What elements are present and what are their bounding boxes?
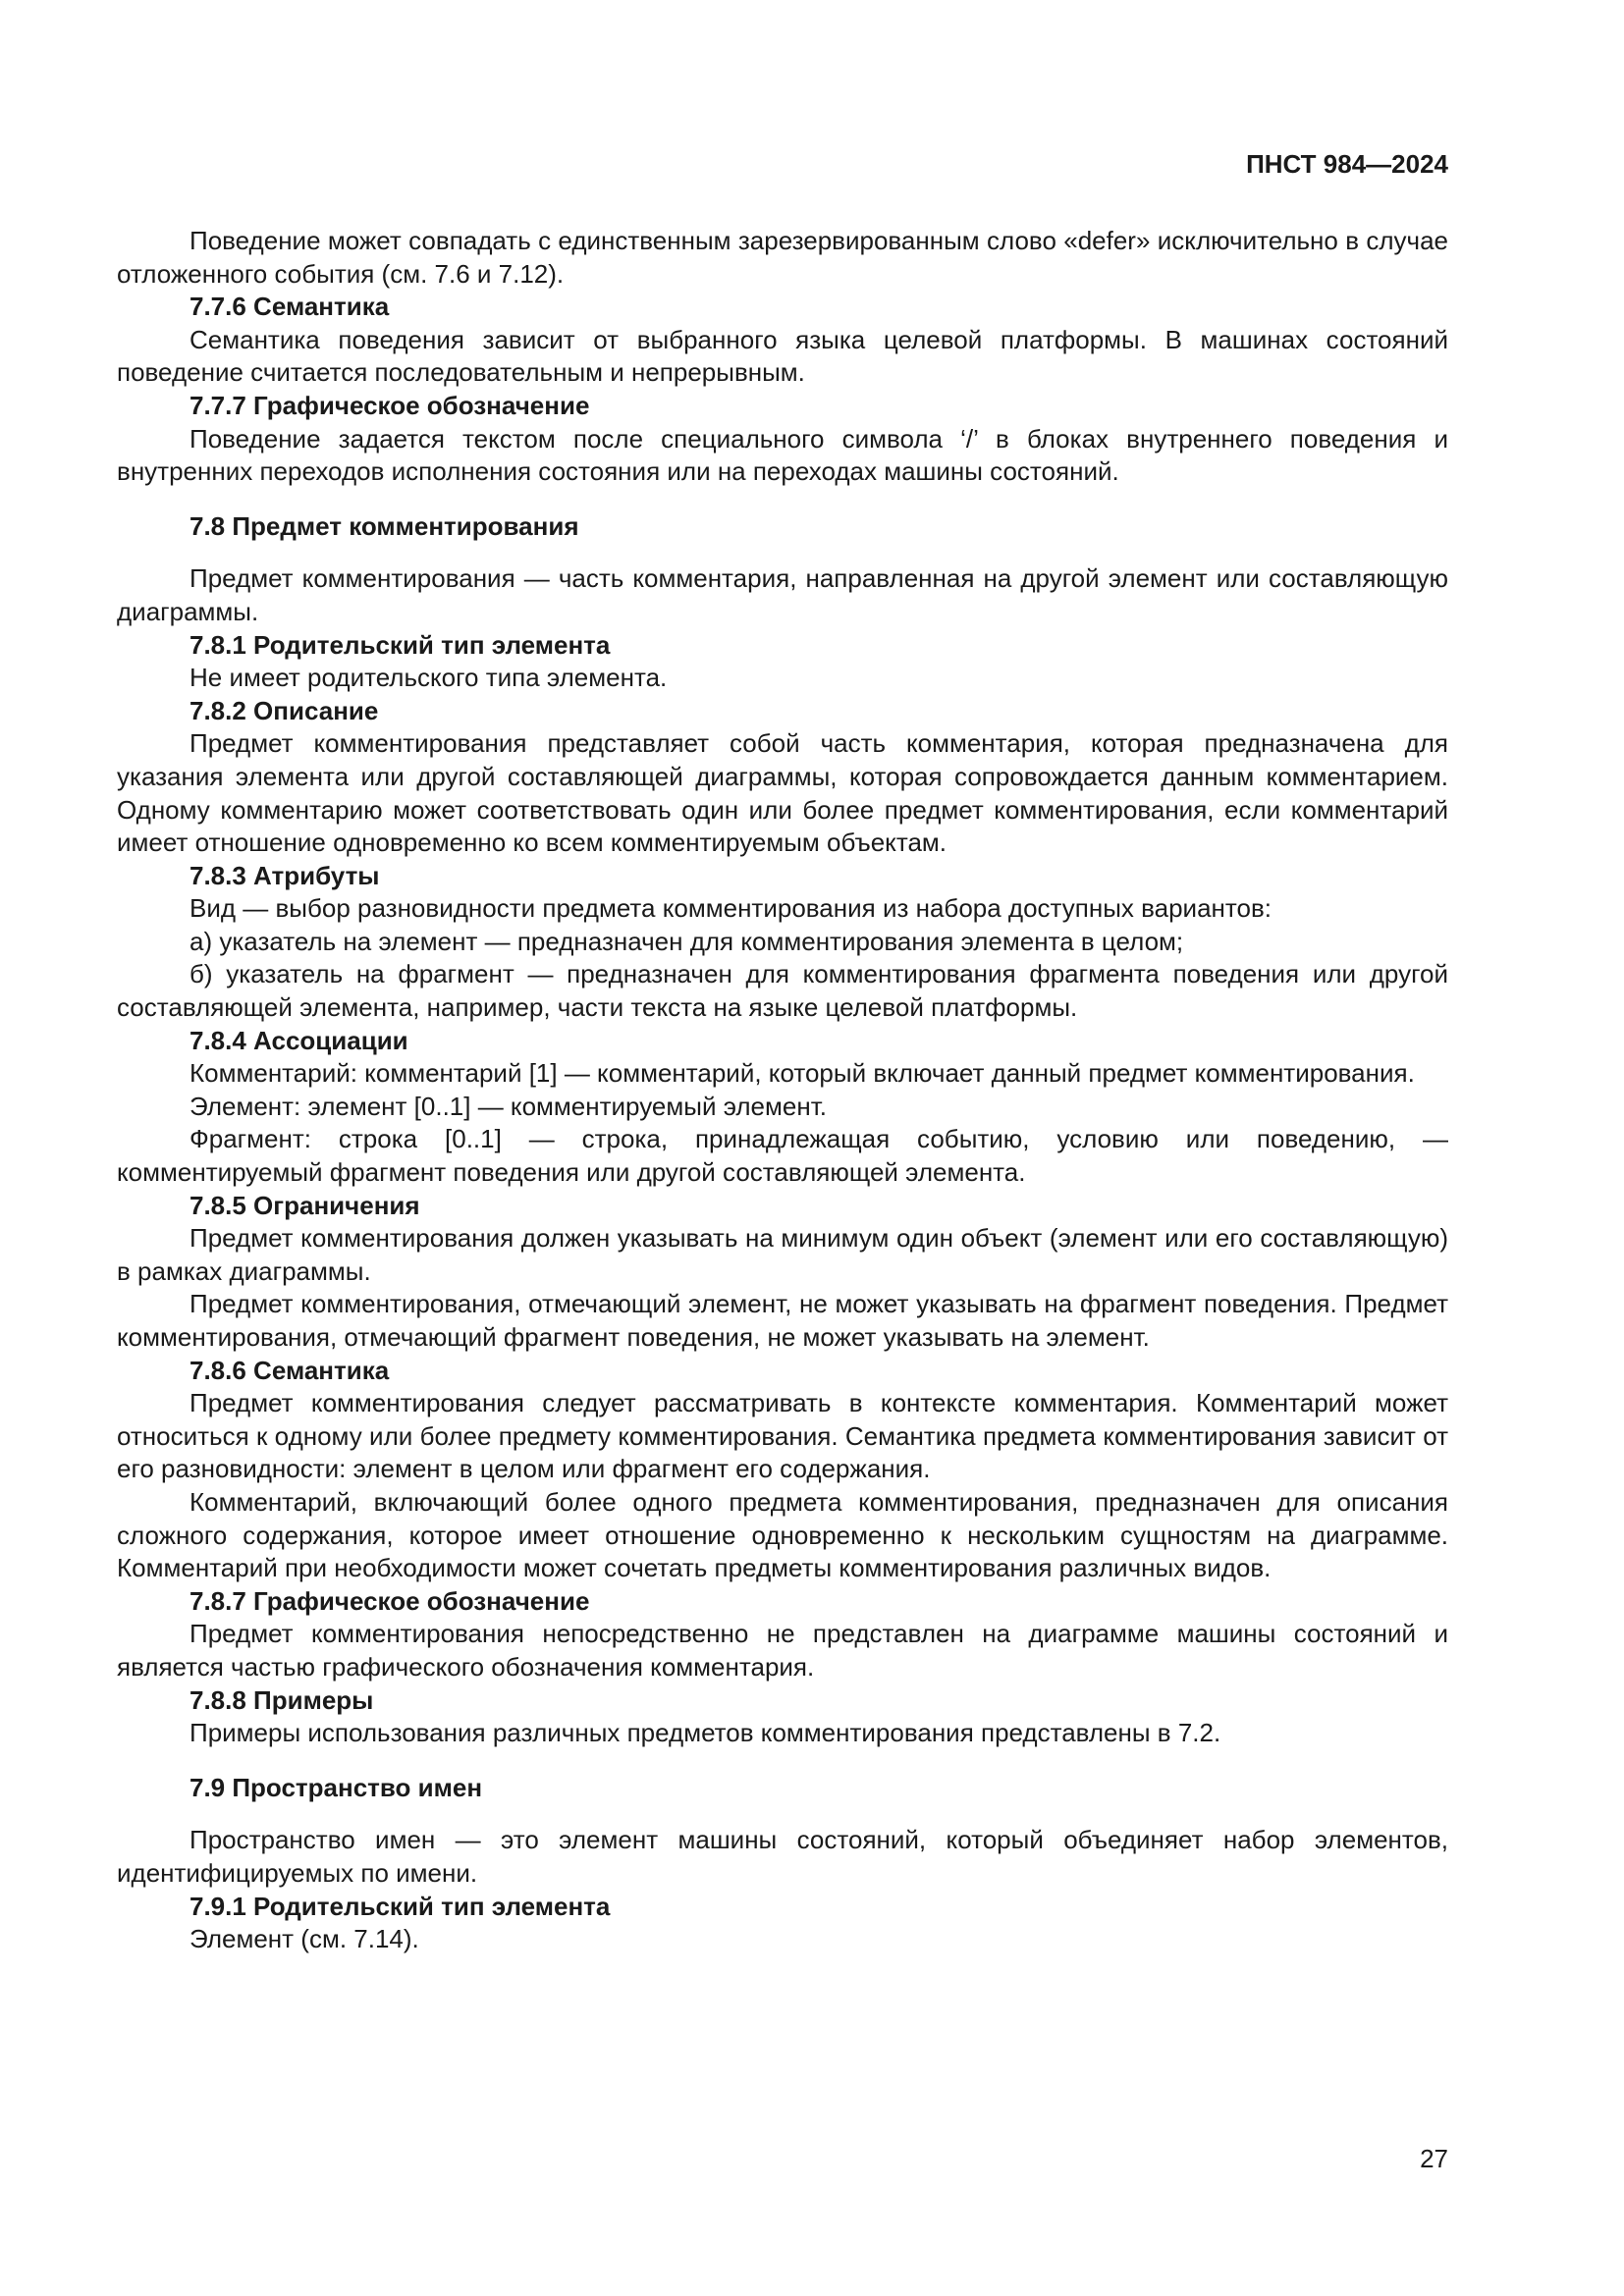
page-number: 27 <box>1420 2144 1448 2173</box>
section-heading: 7.8.2 Описание <box>189 695 379 725</box>
list-item: а) указатель на элемент — предназначен для комментирования элемента в целом; <box>189 926 1184 956</box>
section-heading: 7.8.1 Родительский тип элемента <box>189 629 611 660</box>
paragraph: Предмет комментирования представляет собой часть комментария, которая предназначена для указания элемента или другой составляющей диаграммы, которая сопровождается данным комментарием. Одному комментарию может соответствовать один или более предмет комментирования, если комментарий имеет отношение одновременно ко всем комментируемым объектам. <box>117 728 1448 858</box>
paragraph: Предмет комментирования, отмечающий элемент, не может указывать на фрагмент поведения. Предмет комментирования, отмечающий фрагмент поведения, не может указывать на элемент. <box>117 1289 1448 1352</box>
paragraph: Предмет комментирования должен указывать на минимум один объект (элемент или его составляющую) в рамках диаграммы. <box>117 1223 1448 1286</box>
paragraph: Примеры использования различных предметов комментирования представлены в 7.2. <box>189 1718 1221 1748</box>
paragraph: Предмет комментирования непосредственно не представлен на диаграмме машины состояний и является частью графического обозначения комментария. <box>117 1619 1448 1682</box>
paragraph: Поведение задается текстом после специального символа ‘/’ в блоках внутреннего поведения и внутренних переходов исполнения состояния или на переходах машины состояний. <box>117 423 1448 487</box>
document-body <box>117 225 1448 1956</box>
paragraph: Вид — выбор разновидности предмета комментирования из набора доступных вариантов: <box>189 893 1272 924</box>
paragraph: Комментарий, включающий более одного предмета комментирования, предназначен для описания сложного содержания, которое имеет отношение одновременно к нескольким сущностям на диаграмме. Комментарий при необходимости может сочетать предметы комментирования различных видов. <box>117 1486 1448 1583</box>
section-heading: 7.9 Пространство имен <box>189 1772 483 1802</box>
section-heading: 7.8.3 Атрибуты <box>189 860 380 890</box>
paragraph: Поведение может совпадать с единственным зарезервированным слово «defer» исключительно в случае отложенного события (см. 7.6 и 7.12). <box>117 226 1448 289</box>
section-heading: 7.9.1 Родительский тип элемента <box>189 1891 611 1921</box>
section-heading: 7.7.6 Семантика <box>189 292 390 322</box>
paragraph: Семантика поведения зависит от выбранного языка целевой платформы. В машинах состояний поведение считается последовательным и непрерывным. <box>117 324 1448 388</box>
paragraph: Не имеет родительского типа элемента. <box>189 663 668 693</box>
paragraph: Элемент: элемент [0..1] — комментируемый элемент. <box>189 1091 827 1121</box>
standard-code: ПНСТ 984—2024 <box>1246 149 1448 179</box>
section-heading: 7.8.4 Ассоциации <box>189 1025 408 1055</box>
paragraph: Комментарий: комментарий [1] — комментарий, который включает данный предмет комментирования. <box>189 1058 1415 1089</box>
paragraph: Фрагмент: строка [0..1] — строка, принадлежащая событию, условию или поведению, — комментируемый фрагмент поведения или другой составляющей элемента. <box>117 1124 1448 1188</box>
paragraph: Элемент (см. 7.14). <box>189 1924 419 1954</box>
list-item: б) указатель на фрагмент — предназначен для комментирования фрагмента поведения или другой составляющей элемента, например, части текста на языке целевой платформы. <box>117 959 1448 1023</box>
section-heading: 7.7.7 Графическое обозначение <box>189 390 590 420</box>
section-heading: 7.8.7 Графическое обозначение <box>189 1585 590 1616</box>
paragraph: Пространство имен — это элемент машины состояний, который объединяет набор элементов, идентифицируемых по имени. <box>117 1825 1448 1888</box>
paragraph: Предмет комментирования следует рассматривать в контексте комментария. Комментарий может относиться к одному или более предмету комментирования. Семантика предмета комментирования зависит от его разновидности: элемент в целом или фрагмент его содержания. <box>117 1388 1448 1484</box>
section-heading: 7.8.6 Семантика <box>189 1355 390 1385</box>
section-heading: 7.8 Предмет комментирования <box>189 510 579 541</box>
section-heading: 7.8.8 Примеры <box>189 1684 374 1715</box>
paragraph: Предмет комментирования — часть комментария, направленная на другой элемент или составляющую диаграммы. <box>117 563 1448 626</box>
section-heading: 7.8.5 Ограничения <box>189 1190 420 1220</box>
